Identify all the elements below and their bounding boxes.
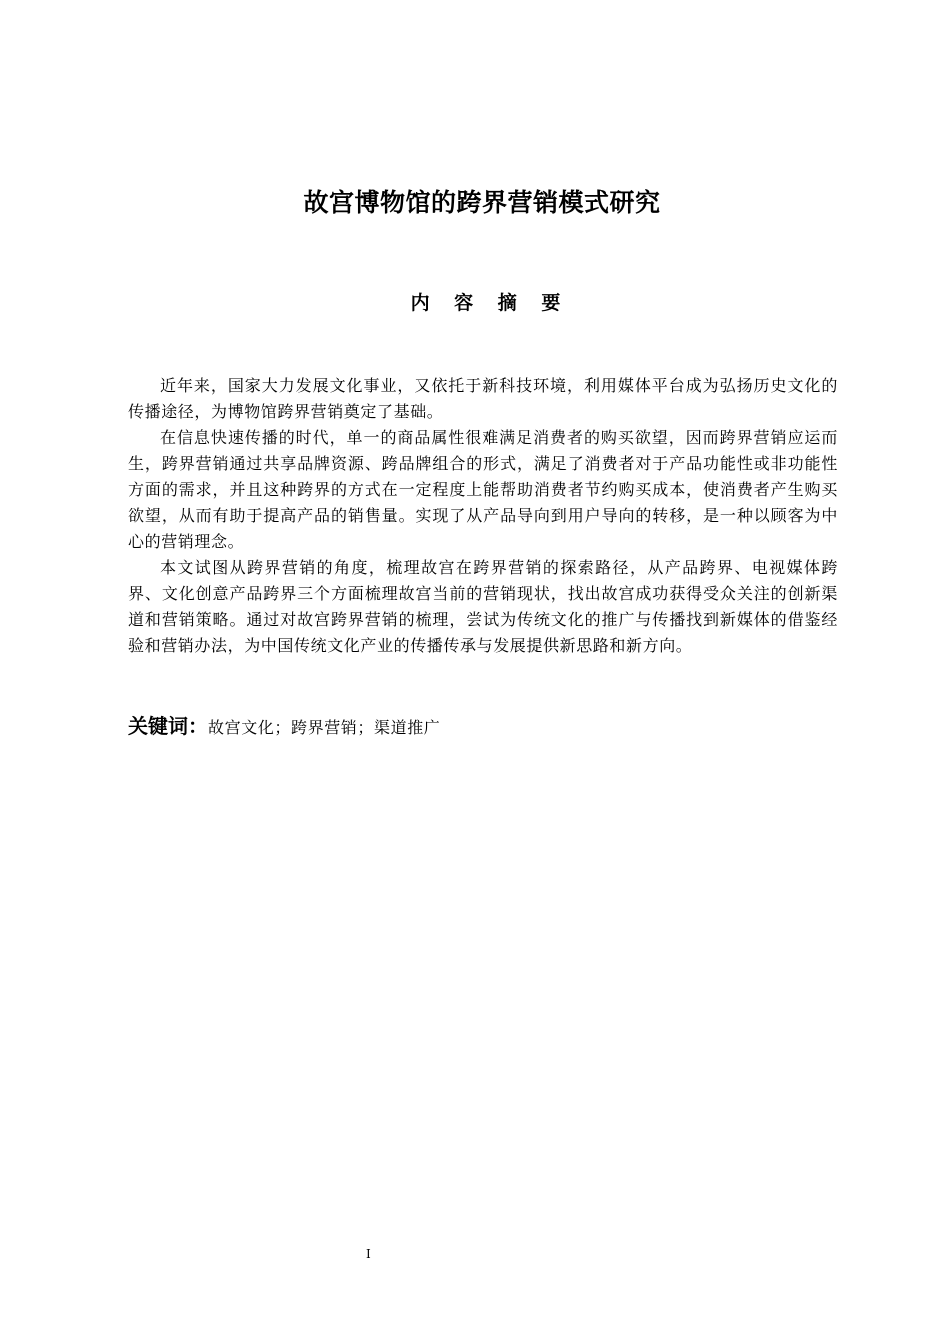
page-number: I (366, 1247, 371, 1261)
document-title: 故宫博物馆的跨界营销模式研究 (303, 188, 661, 217)
keywords-label: 关键词： (128, 714, 208, 738)
abstract-paragraph-2: 在信息快速传播的时代，单一的商品属性很难满足消费者的购买欲望，因而跨界营销应运而生，跨界营销通过共享品牌资源、跨品牌组合的形式，满足了消费者对于产品功能性或非功能性方面的需求，并且这种跨界的方式在一定程度上能帮助消费者节约购买成本，使消费者产生购买欲望，从而有助于提高产品的销售量。实现了从产品导向到用户导向的转移，是一种以顾客为中心的营销理念。 (128, 428, 838, 551)
abstract-paragraph-3: 本文试图从跨界营销的角度，梳理故宫在跨界营销的探索路径，从产品跨界、电视媒体跨界、文化创意产品跨界三个方面梳理故宫当前的营销现状，找出故宫成功获得受众关注的创新渠道和营销策略。通过对故宫跨界营销的梳理，尝试为传统文化的推广与传播找到新媒体的借鉴经验和营销办法，为中国传统文化产业的传播传承与发展提供新思路和新方向。 (128, 558, 838, 655)
abstract-body (128, 373, 838, 659)
keywords-text: 故宫文化；跨界营销；渠道推广 (208, 718, 441, 737)
abstract-heading: 内 容 摘 要 (410, 292, 570, 314)
keywords-line (128, 710, 838, 739)
abstract-paragraph-1: 近年来，国家大力发展文化事业，又依托于新科技环境，利用媒体平台成为弘扬历史文化的传播途径，为博物馆跨界营销奠定了基础。 (128, 376, 838, 421)
